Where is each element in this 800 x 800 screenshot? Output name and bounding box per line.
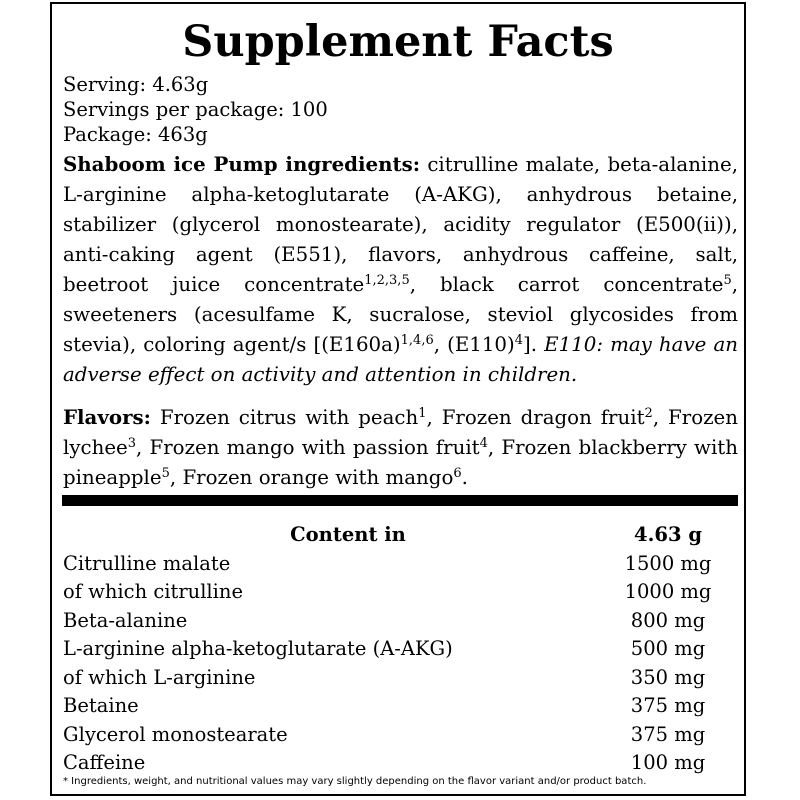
- footnote-ref: 6: [453, 466, 462, 481]
- ingredients-text: , black carrot concentrate: [409, 273, 724, 296]
- table-row: [63, 692, 728, 721]
- header-serving-amount: 4.63 g: [634, 523, 702, 546]
- ingredient-name: Glycerol monostearate: [63, 722, 288, 746]
- footnote: * Ingredients, weight, and nutritional values may vary slightly depending on the flavor variant and/or product batch.: [63, 776, 647, 787]
- table-row: [63, 749, 728, 778]
- table-row: [63, 635, 728, 664]
- ingredient-amount: 375 mg: [630, 694, 706, 717]
- ingredients-paragraph: [63, 149, 738, 390]
- table-row: [63, 578, 728, 607]
- header-content-in: Content in: [290, 523, 406, 546]
- ingredients-text: , sweeteners (acesulfame K, sucralose, steviol glycosides from stevia), coloring agent/s [(E160a): [63, 273, 739, 356]
- flavor-item: , Frozen mango with passion fruit: [136, 436, 480, 459]
- content-table: [63, 521, 728, 778]
- flavors-paragraph: [63, 402, 738, 493]
- ingredient-name: L-arginine alpha-ketoglutarate (A-AKG): [63, 637, 453, 660]
- ingredient-name: Caffeine: [63, 751, 146, 774]
- flavors-end: .: [461, 466, 468, 489]
- ingredient-name: Betaine: [63, 694, 139, 717]
- table-row: [63, 550, 728, 579]
- ingredient-amount: 500 mg: [630, 637, 706, 660]
- flavor-item: , Frozen blackberry with pineapple: [63, 436, 738, 489]
- ingredients-label: Shaboom ice Pump ingredients:: [63, 152, 421, 176]
- flavor-item: , Frozen dragon fruit: [426, 406, 645, 429]
- serving-size: Serving: 4.63g: [63, 73, 209, 96]
- ingredients-text: ].: [523, 333, 545, 356]
- footnote-ref: 3: [127, 436, 137, 451]
- table-row: [63, 721, 728, 750]
- servings-per-package: Servings per package: 100: [63, 98, 328, 121]
- thick-divider: [62, 495, 738, 506]
- e110-warning: E110: may have an adverse effect on activity and attention in children.: [63, 333, 738, 386]
- ingredient-name: Beta-alanine: [63, 608, 188, 632]
- ingredients-text: citrulline malate, beta-alanine, L-arginine alpha-ketoglutarate (A-AKG), anhydrous betaine, stabilizer (glycerol monostearate), acidity regulator (E500(ii)), anti-caking agent (E551), flavors, anhydrous caffeine, salt, beetroot juice concentrate: [63, 153, 738, 296]
- page-title: Supplement Facts: [182, 17, 614, 67]
- footnote-ref: 1,4,6: [400, 333, 434, 348]
- ingredients-text: , (E110): [433, 333, 515, 356]
- footnote-ref: 5: [161, 466, 170, 481]
- ingredient-amount: 350 mg: [630, 665, 706, 689]
- flavor-item: , Frozen lychee: [63, 406, 738, 459]
- ingredient-amount: 800 mg: [630, 608, 706, 632]
- ingredient-amount: 1500 mg: [624, 551, 712, 575]
- ingredient-amount: 100 mg: [630, 751, 706, 774]
- ingredient-name: Citrulline malate: [63, 551, 231, 575]
- package-weight: Package: 463g: [63, 123, 208, 146]
- supplement-facts-panel: [50, 2, 746, 796]
- ingredient-name: of which L-arginine: [63, 665, 256, 689]
- footnote-ref: 2: [644, 406, 653, 421]
- table-row: [63, 664, 728, 693]
- flavors-label: Flavors:: [63, 405, 151, 429]
- ingredient-amount: 375 mg: [630, 722, 706, 746]
- ingredient-amount: 1000 mg: [624, 580, 712, 603]
- serving-info: [63, 72, 328, 147]
- flavor-item: , Frozen orange with mango: [169, 466, 454, 489]
- footnote-ref: 1: [418, 406, 427, 421]
- ingredient-name: of which citrulline: [63, 580, 244, 603]
- flavor-item: Frozen citrus with peach: [150, 406, 419, 429]
- table-row: [63, 607, 728, 636]
- footnote-ref: 4: [514, 333, 524, 348]
- footnote-ref: 5: [723, 273, 732, 288]
- table-header: [63, 521, 728, 550]
- footnote-ref: 1,2,3,5: [364, 273, 410, 288]
- footnote-ref: 4: [479, 436, 488, 451]
